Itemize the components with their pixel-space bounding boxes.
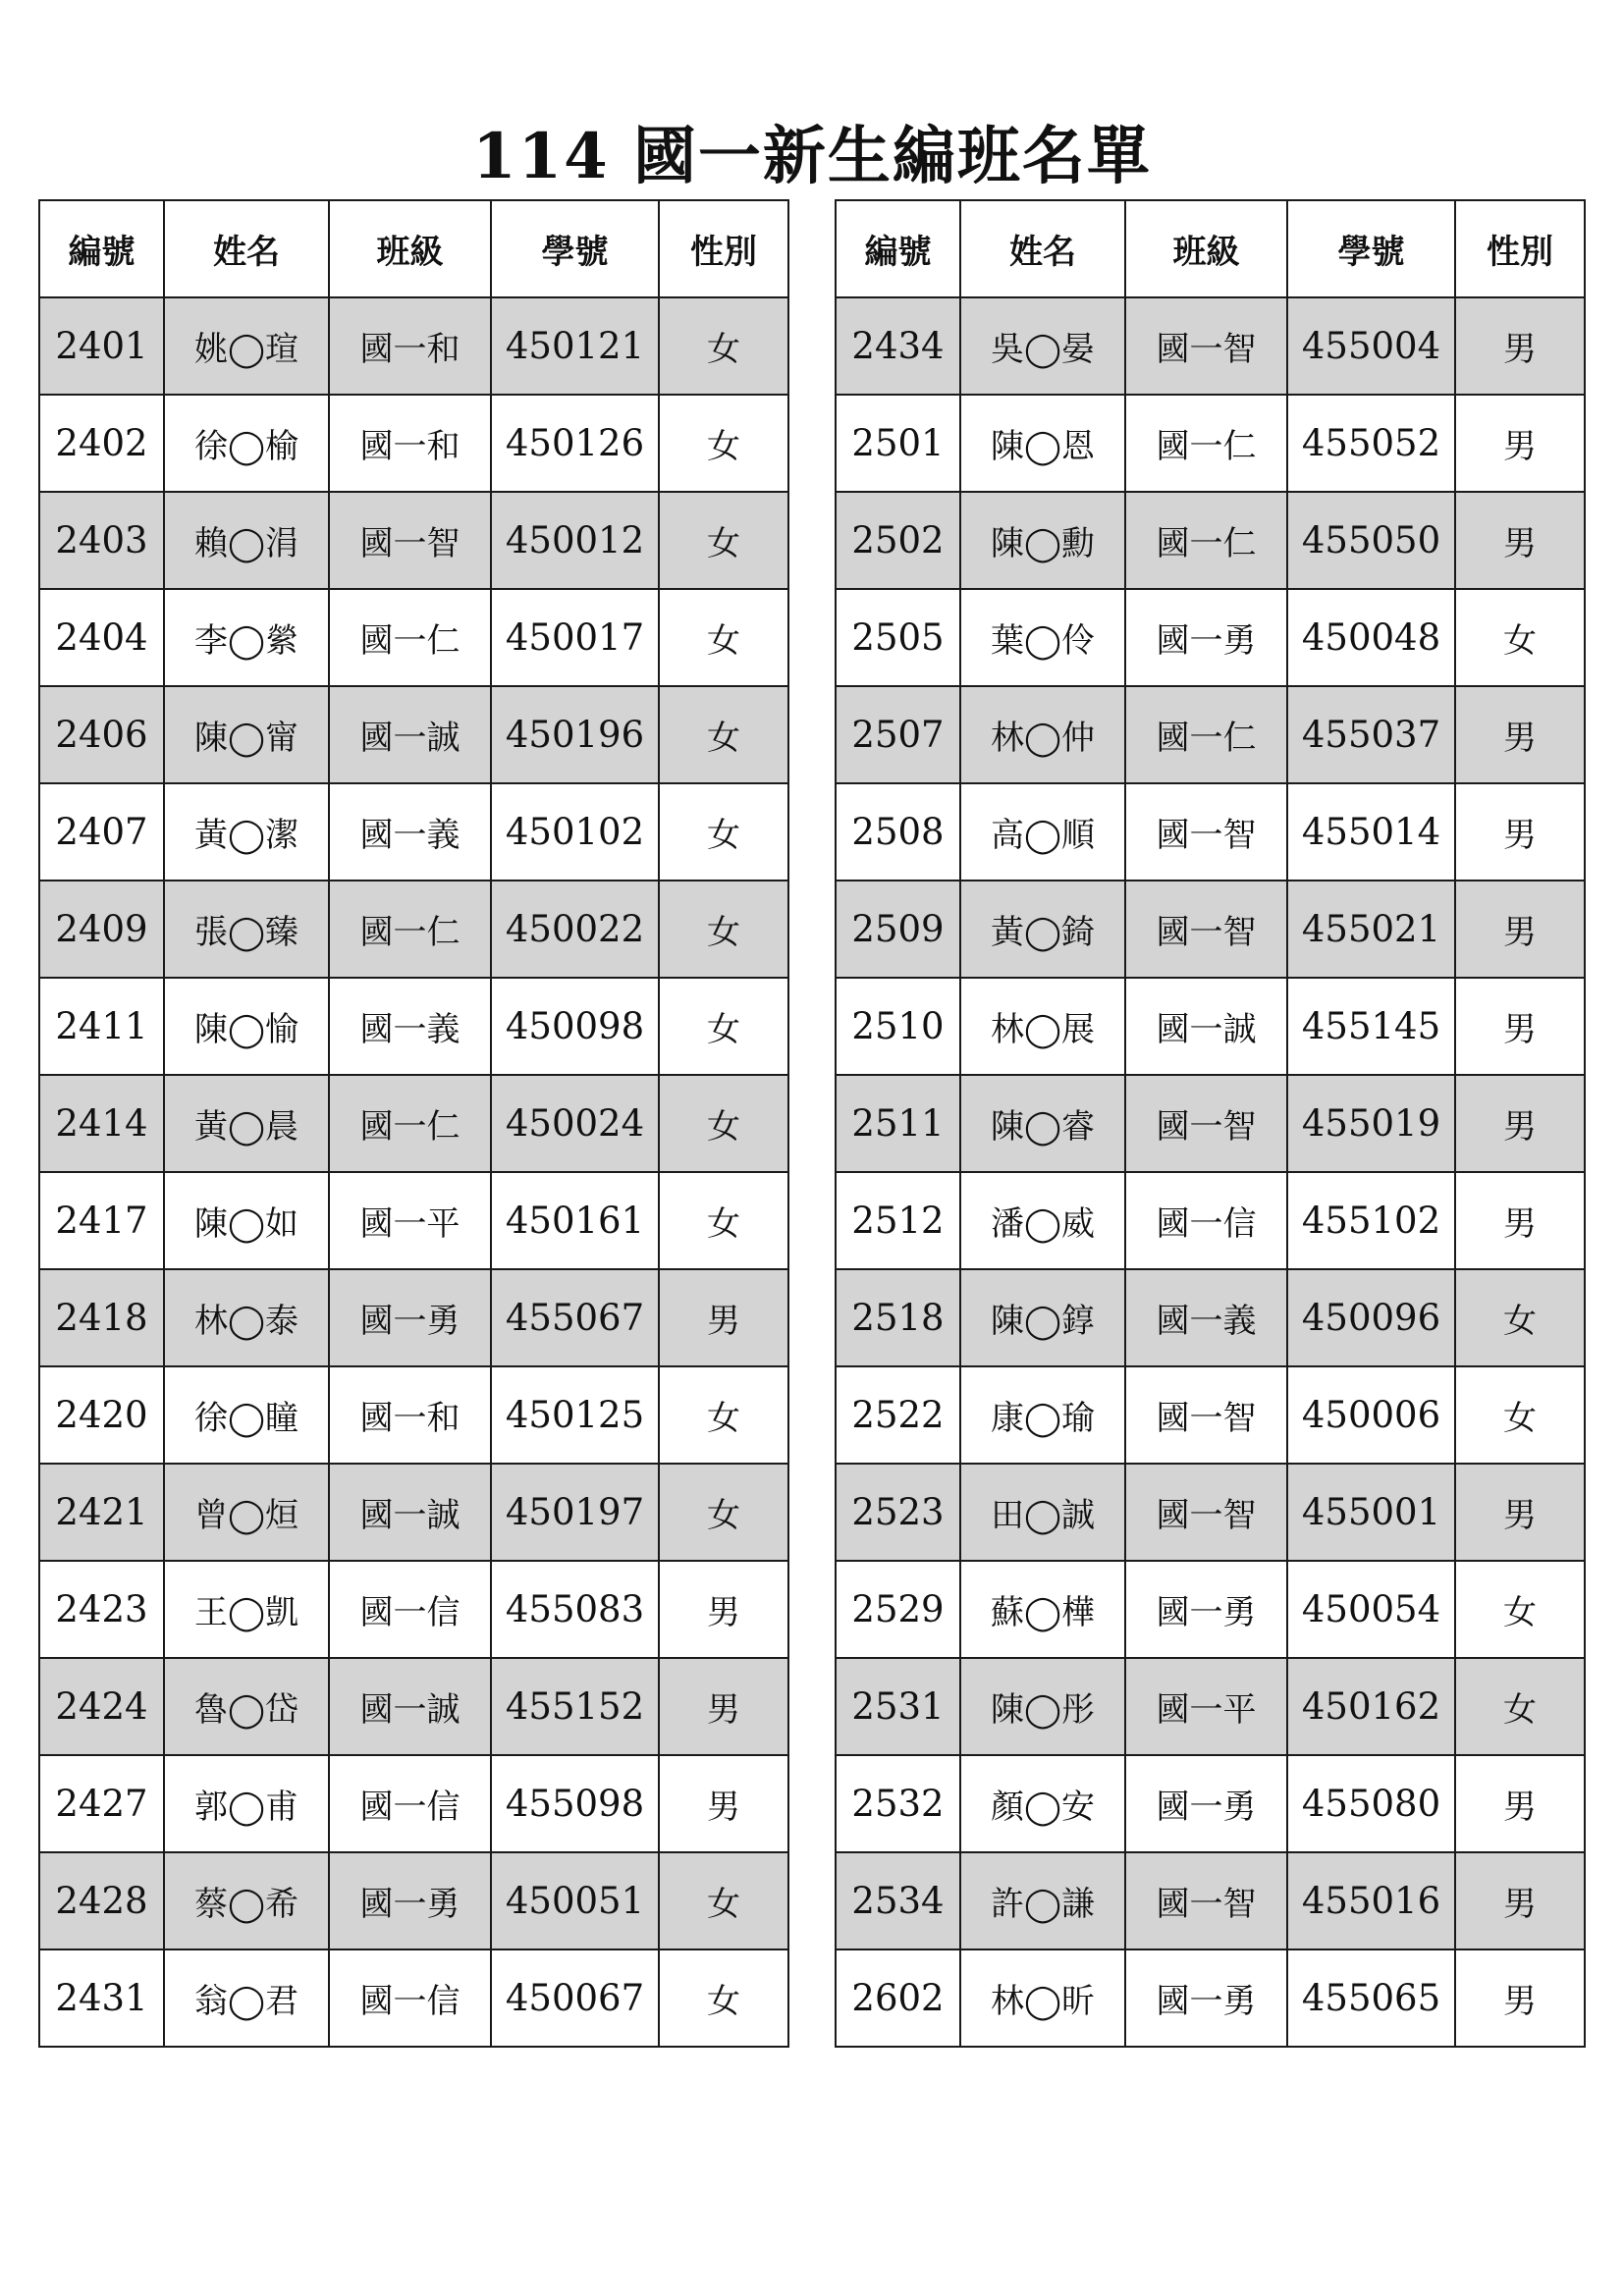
table-row [39,881,788,978]
cell-name: 林◯泰 [164,1269,329,1366]
cell-no: 2501 [836,395,960,492]
cell-sex: 男 [1455,1075,1585,1172]
cell-name: 陳◯彤 [960,1658,1125,1755]
cell-sex: 女 [659,1464,788,1561]
cell-no: 2507 [836,686,960,783]
cell-student-id: 450054 [1287,1561,1455,1658]
cell-name: 曾◯烜 [164,1464,329,1561]
cell-no: 2532 [836,1755,960,1852]
cell-name: 高◯順 [960,783,1125,881]
cell-class: 國一智 [1125,881,1287,978]
cell-student-id: 450125 [491,1366,659,1464]
table-row [836,395,1585,492]
cell-class: 國一仁 [1125,492,1287,589]
header-student-id: 學號 [491,200,659,297]
cell-name: 王◯凱 [164,1561,329,1658]
cell-sex: 男 [1455,297,1585,395]
cell-class: 國一智 [1125,1366,1287,1464]
cell-sex: 女 [659,589,788,686]
cell-class: 國一和 [329,297,491,395]
cell-sex: 女 [659,1366,788,1464]
table-row [39,492,788,589]
table-row [836,686,1585,783]
table-row [836,783,1585,881]
table-row [39,1464,788,1561]
table-row [39,1949,788,2047]
cell-name: 林◯昕 [960,1949,1125,2047]
cell-name: 徐◯瞳 [164,1366,329,1464]
cell-class: 國一智 [1125,1075,1287,1172]
cell-sex: 女 [1455,1658,1585,1755]
cell-class: 國一誠 [329,686,491,783]
table-row [39,686,788,783]
cell-student-id: 450102 [491,783,659,881]
cell-name: 陳◯甯 [164,686,329,783]
cell-student-id: 455052 [1287,395,1455,492]
cell-sex: 女 [659,492,788,589]
cell-no: 2428 [39,1852,164,1949]
cell-no: 2424 [39,1658,164,1755]
cell-name: 蔡◯希 [164,1852,329,1949]
cell-sex: 男 [1455,395,1585,492]
cell-sex: 男 [1455,1852,1585,1949]
cell-sex: 男 [659,1755,788,1852]
cell-student-id: 455065 [1287,1949,1455,2047]
table-row [39,1269,788,1366]
cell-no: 2402 [39,395,164,492]
cell-no: 2411 [39,978,164,1075]
cell-class: 國一義 [329,783,491,881]
roster-table-right [835,199,1586,2048]
table-row [39,1366,788,1464]
cell-class: 國一和 [329,1366,491,1464]
cell-student-id: 455102 [1287,1172,1455,1269]
cell-no: 2420 [39,1366,164,1464]
cell-name: 徐◯榆 [164,395,329,492]
cell-sex: 女 [1455,589,1585,686]
cell-no: 2404 [39,589,164,686]
cell-name: 賴◯涓 [164,492,329,589]
cell-student-id: 450012 [491,492,659,589]
cell-class: 國一勇 [1125,589,1287,686]
cell-no: 2511 [836,1075,960,1172]
table-row [836,1464,1585,1561]
cell-student-id: 455098 [491,1755,659,1852]
cell-sex: 男 [1455,783,1585,881]
cell-student-id: 455004 [1287,297,1455,395]
cell-student-id: 450162 [1287,1658,1455,1755]
table-row [836,1852,1585,1949]
header-no: 編號 [39,200,164,297]
table-row [836,1658,1585,1755]
cell-name: 張◯臻 [164,881,329,978]
cell-class: 國一智 [1125,783,1287,881]
cell-name: 顏◯安 [960,1755,1125,1852]
table-row [836,1561,1585,1658]
cell-sex: 女 [1455,1561,1585,1658]
cell-student-id: 455067 [491,1269,659,1366]
cell-no: 2534 [836,1852,960,1949]
header-no: 編號 [836,200,960,297]
cell-no: 2512 [836,1172,960,1269]
cell-class: 國一義 [329,978,491,1075]
cell-name: 陳◯睿 [960,1075,1125,1172]
cell-no: 2522 [836,1366,960,1464]
cell-sex: 女 [659,783,788,881]
table-row [836,881,1585,978]
cell-no: 2505 [836,589,960,686]
cell-no: 2409 [39,881,164,978]
cell-student-id: 450017 [491,589,659,686]
cell-class: 國一平 [329,1172,491,1269]
table-row [39,1755,788,1852]
cell-no: 2509 [836,881,960,978]
cell-name: 陳◯錞 [960,1269,1125,1366]
cell-sex: 女 [1455,1366,1585,1464]
header-sex: 性別 [659,200,788,297]
cell-class: 國一信 [329,1755,491,1852]
cell-no: 2403 [39,492,164,589]
table-row [39,1561,788,1658]
cell-class: 國一智 [1125,1852,1287,1949]
cell-sex: 女 [659,881,788,978]
cell-sex: 女 [659,1852,788,1949]
table-row [836,1949,1585,2047]
header-row [836,200,1585,297]
cell-name: 陳◯勳 [960,492,1125,589]
cell-student-id: 455001 [1287,1464,1455,1561]
cell-class: 國一信 [1125,1172,1287,1269]
cell-class: 國一仁 [329,881,491,978]
cell-student-id: 450006 [1287,1366,1455,1464]
cell-sex: 男 [659,1561,788,1658]
cell-student-id: 450098 [491,978,659,1075]
cell-student-id: 450024 [491,1075,659,1172]
cell-name: 潘◯威 [960,1172,1125,1269]
cell-no: 2508 [836,783,960,881]
cell-sex: 男 [659,1269,788,1366]
cell-no: 2510 [836,978,960,1075]
table-row [836,1172,1585,1269]
cell-student-id: 455080 [1287,1755,1455,1852]
cell-sex: 女 [659,297,788,395]
cell-sex: 女 [659,395,788,492]
cell-name: 林◯仲 [960,686,1125,783]
cell-student-id: 450048 [1287,589,1455,686]
table-row [39,783,788,881]
cell-no: 2431 [39,1949,164,2047]
cell-name: 陳◯恩 [960,395,1125,492]
cell-sex: 男 [1455,1755,1585,1852]
cell-no: 2531 [836,1658,960,1755]
cell-student-id: 450161 [491,1172,659,1269]
cell-student-id: 455037 [1287,686,1455,783]
cell-class: 國一仁 [329,589,491,686]
cell-name: 翁◯君 [164,1949,329,2047]
table-row [39,297,788,395]
roster-table-left [38,199,789,2048]
cell-name: 黃◯晨 [164,1075,329,1172]
table-row [39,978,788,1075]
cell-student-id: 450022 [491,881,659,978]
table-row [39,1172,788,1269]
cell-student-id: 455083 [491,1561,659,1658]
cell-name: 黃◯潔 [164,783,329,881]
cell-sex: 男 [659,1658,788,1755]
table-row [39,395,788,492]
cell-student-id: 450121 [491,297,659,395]
cell-no: 2434 [836,297,960,395]
cell-name: 李◯縈 [164,589,329,686]
cell-class: 國一誠 [1125,978,1287,1075]
cell-no: 2518 [836,1269,960,1366]
cell-name: 許◯謙 [960,1852,1125,1949]
cell-no: 2427 [39,1755,164,1852]
cell-no: 2523 [836,1464,960,1561]
table-row [39,1658,788,1755]
cell-name: 葉◯伶 [960,589,1125,686]
cell-no: 2418 [39,1269,164,1366]
table-row [836,297,1585,395]
cell-name: 姚◯瑄 [164,297,329,395]
cell-class: 國一平 [1125,1658,1287,1755]
cell-sex: 男 [1455,1172,1585,1269]
cell-student-id: 455145 [1287,978,1455,1075]
table-row [39,589,788,686]
cell-class: 國一仁 [329,1075,491,1172]
cell-sex: 男 [1455,978,1585,1075]
table-row [836,1075,1585,1172]
cell-name: 田◯誠 [960,1464,1125,1561]
cell-no: 2417 [39,1172,164,1269]
cell-class: 國一勇 [1125,1949,1287,2047]
cell-sex: 女 [659,686,788,783]
cell-class: 國一信 [329,1949,491,2047]
cell-name: 魯◯岱 [164,1658,329,1755]
cell-class: 國一仁 [1125,395,1287,492]
cell-sex: 男 [1455,1464,1585,1561]
header-class: 班級 [329,200,491,297]
cell-no: 2602 [836,1949,960,2047]
table-row [836,1366,1585,1464]
cell-student-id: 455016 [1287,1852,1455,1949]
cell-class: 國一智 [1125,1464,1287,1561]
cell-sex: 女 [659,1075,788,1172]
cell-no: 2529 [836,1561,960,1658]
cell-no: 2414 [39,1075,164,1172]
cell-name: 陳◯愉 [164,978,329,1075]
cell-class: 國一誠 [329,1464,491,1561]
cell-student-id: 455014 [1287,783,1455,881]
cell-no: 2401 [39,297,164,395]
cell-student-id: 455152 [491,1658,659,1755]
cell-sex: 男 [1455,881,1585,978]
cell-class: 國一誠 [329,1658,491,1755]
cell-class: 國一和 [329,395,491,492]
cell-class: 國一信 [329,1561,491,1658]
cell-sex: 男 [1455,492,1585,589]
cell-name: 陳◯如 [164,1172,329,1269]
cell-no: 2423 [39,1561,164,1658]
header-sex: 性別 [1455,200,1585,297]
cell-class: 國一智 [329,492,491,589]
table-row [836,589,1585,686]
table-row [836,492,1585,589]
cell-name: 康◯瑜 [960,1366,1125,1464]
header-name: 姓名 [960,200,1125,297]
cell-name: 吳◯晏 [960,297,1125,395]
table-row [39,1852,788,1949]
cell-student-id: 450196 [491,686,659,783]
header-row [39,200,788,297]
cell-student-id: 450197 [491,1464,659,1561]
cell-student-id: 455021 [1287,881,1455,978]
cell-no: 2407 [39,783,164,881]
cell-class: 國一勇 [329,1852,491,1949]
header-name: 姓名 [164,200,329,297]
cell-no: 2406 [39,686,164,783]
cell-student-id: 455019 [1287,1075,1455,1172]
cell-student-id: 450126 [491,395,659,492]
cell-sex: 女 [1455,1269,1585,1366]
table-row [836,1755,1585,1852]
cell-no: 2502 [836,492,960,589]
cell-name: 郭◯甫 [164,1755,329,1852]
table-row [836,978,1585,1075]
cell-sex: 女 [659,1172,788,1269]
cell-sex: 女 [659,978,788,1075]
cell-student-id: 450096 [1287,1269,1455,1366]
cell-class: 國一勇 [1125,1755,1287,1852]
cell-student-id: 450067 [491,1949,659,2047]
cell-class: 國一勇 [1125,1561,1287,1658]
roster-body-left [39,297,788,2047]
page-title: 114 國一新生編班名單 [472,120,1152,193]
cell-name: 林◯展 [960,978,1125,1075]
cell-sex: 女 [659,1949,788,2047]
header-student-id: 學號 [1287,200,1455,297]
cell-no: 2421 [39,1464,164,1561]
cell-class: 國一仁 [1125,686,1287,783]
cell-class: 國一義 [1125,1269,1287,1366]
cell-student-id: 455050 [1287,492,1455,589]
roster-body-right [836,297,1585,2047]
cell-name: 蘇◯樺 [960,1561,1125,1658]
cell-student-id: 450051 [491,1852,659,1949]
cell-sex: 男 [1455,686,1585,783]
table-row [836,1269,1585,1366]
header-class: 班級 [1125,200,1287,297]
table-row [39,1075,788,1172]
cell-class: 國一智 [1125,297,1287,395]
cell-name: 黃◯錡 [960,881,1125,978]
cell-class: 國一勇 [329,1269,491,1366]
cell-sex: 男 [1455,1949,1585,2047]
